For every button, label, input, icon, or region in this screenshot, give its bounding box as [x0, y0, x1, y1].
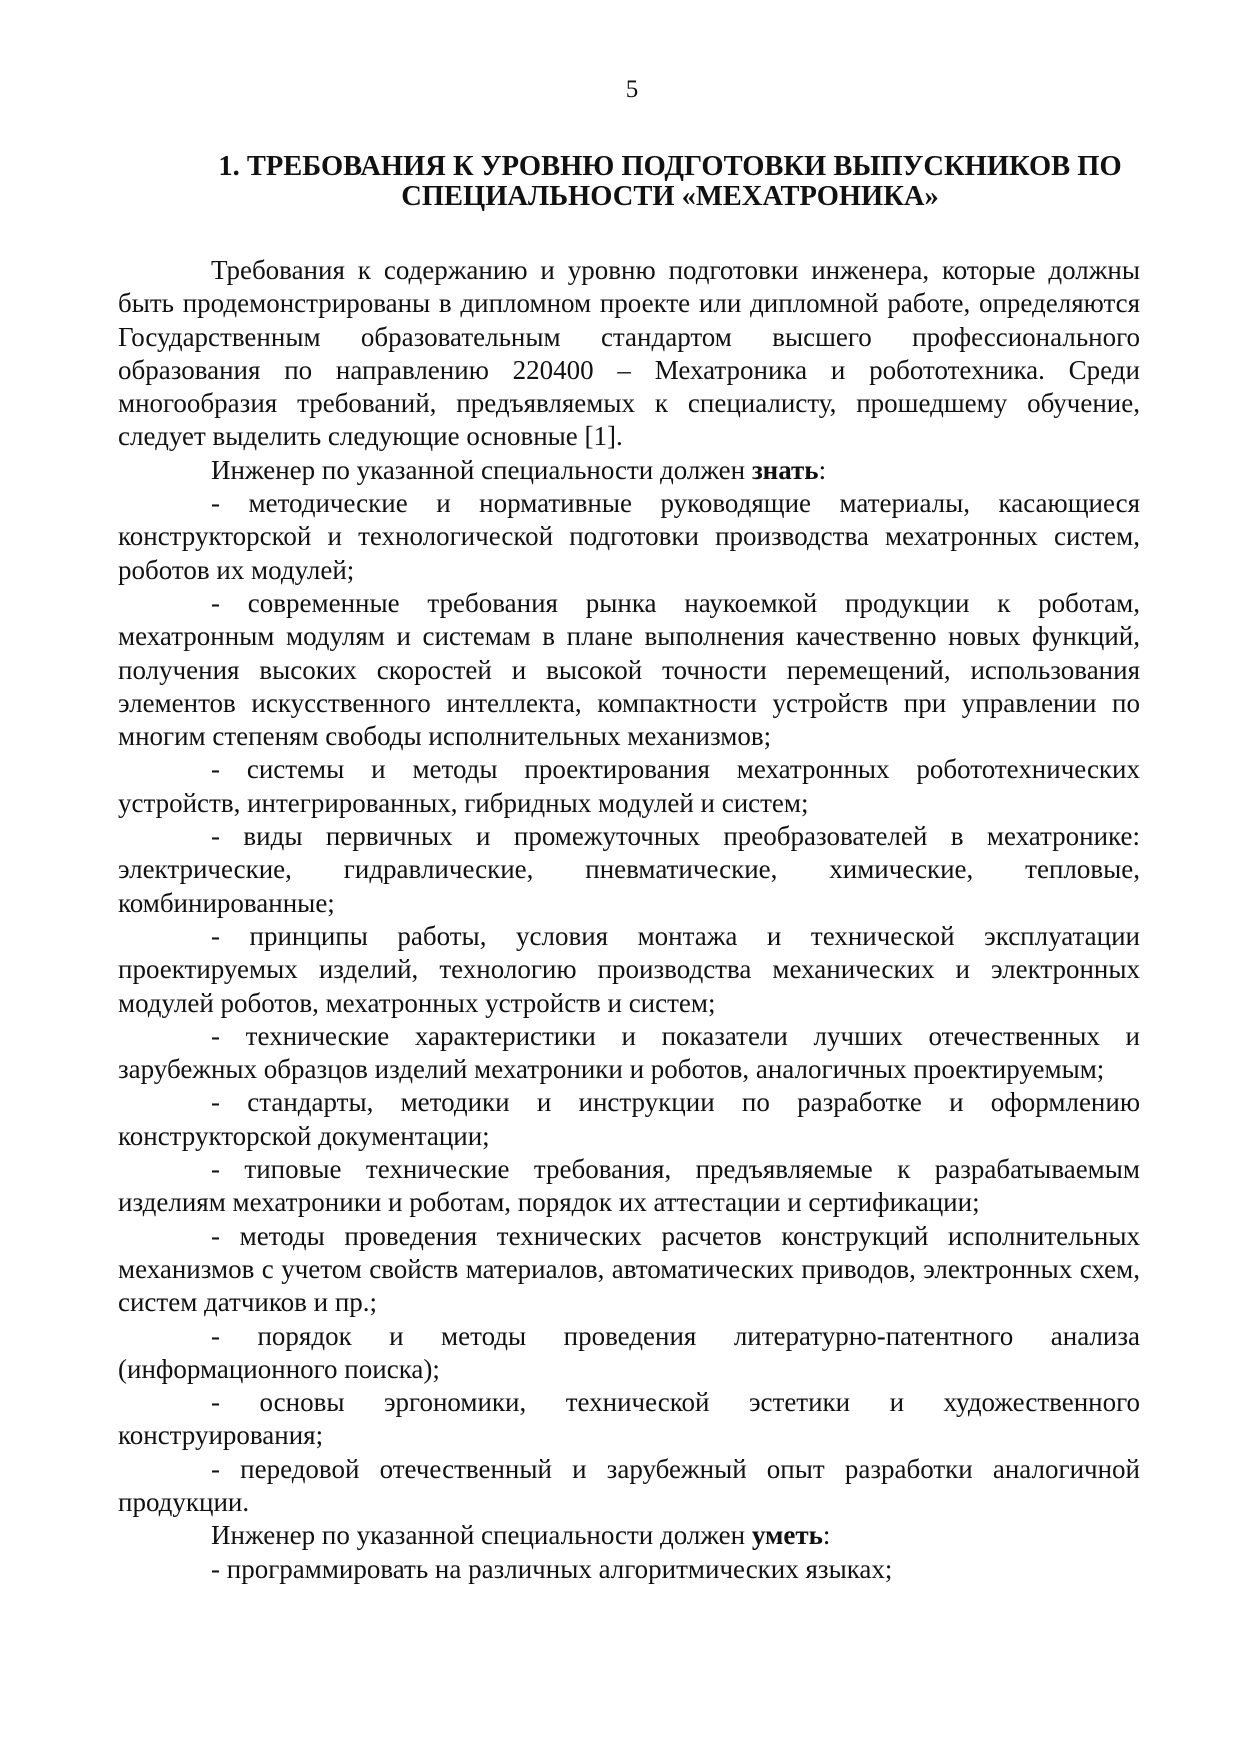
know-lead-suffix: : [818, 454, 827, 485]
page-number: 5 [625, 76, 639, 103]
know-item: - типовые технические требования, предъявляемые к разрабатываемым изделиям мехатроники и роботам, порядок их аттестации и сертификации; [118, 1154, 1140, 1218]
know-item: - виды первичных и промежуточных преобразователей в мехатронике: электрические, гидравлические, пневматические, химические, тепловые, комбинированные; [118, 821, 1140, 918]
know-item: - порядок и методы проведения литературно-патентного анализа (информационного поиска); [118, 1320, 1140, 1384]
know-item: - основы эргономики, технической эстетики и художественного конструирования; [118, 1387, 1140, 1451]
able-item: - программировать на различных алгоритмических языках; [211, 1553, 893, 1584]
know-item: - методы проведения технических расчетов конструкций исполнительных механизмов с учетом свойств материалов, автоматических приводов, электронных схем, систем датчиков и пр.; [118, 1220, 1140, 1318]
heading-line-2: СПЕЦИАЛЬНОСТИ «МЕХАТРОНИКА» [401, 181, 939, 212]
able-lead-suffix: : [822, 1520, 831, 1551]
able-keyword: уметь [751, 1520, 823, 1551]
heading-line-1: 1. ТРЕБОВАНИЯ К УРОВНЮ ПОДГОТОВКИ ВЫПУСКНИКОВ ПО [218, 151, 1122, 182]
know-lead-paragraph [118, 454, 1140, 487]
know-item: - принципы работы, условия монтажа и технической эксплуатации проектируемых изделий, технологию производства механических и электронных модулей роботов, мехатронных устройств и систем; [118, 920, 1140, 1018]
section-heading [200, 152, 1140, 212]
know-item: - методические и нормативные руководящие материалы, касающиеся конструкторской и технологической подготовки производства мехатронных систем, роботов их модулей; [118, 488, 1140, 585]
know-item: - системы и методы проектирования мехатронных робототехнических устройств, интегрированных, гибридных модулей и систем; [118, 754, 1140, 818]
able-lead-paragraph [118, 1519, 1140, 1552]
intro-paragraph: Требования к содержанию и уровню подготовки инженера, которые должны быть продемонстрированы в дипломном проекте или дипломной работе, определяются Государственным образовательным стандартом высшего профессионального образования по направлению 220400 – Мехатроника и робототехника. Среди многообразия требований, предъявляемых к специалисту, прошедшему обучение, следует выделить следующие основные [1]. [118, 255, 1140, 452]
able-lead-prefix: Инженер по указанной специальности должен [211, 1520, 752, 1551]
know-lead-prefix: Инженер по указанной специальности должен [211, 454, 752, 485]
know-item: - современные требования рынка наукоемкой продукции к роботам, мехатронным модулям и системам в плане выполнения качественно новых функций, получения высоких скоростей и высокой точности перемещений, использования элементов искусственного интеллекта, компактности устройств при управлении по многим степеням свободы исполнительных механизмов; [118, 587, 1140, 752]
know-item: - технические характеристики и показатели лучших отечественных и зарубежных образцов изделий мехатроники и роботов, аналогичных проектируемым; [118, 1020, 1140, 1085]
know-item: - стандарты, методики и инструкции по разработке и оформлению конструкторской документации; [118, 1087, 1140, 1151]
know-item: - передовой отечественный и зарубежный опыт разработки аналогичной продукции. [118, 1453, 1140, 1517]
body-text [118, 254, 1140, 1586]
know-keyword: знать [751, 454, 819, 485]
